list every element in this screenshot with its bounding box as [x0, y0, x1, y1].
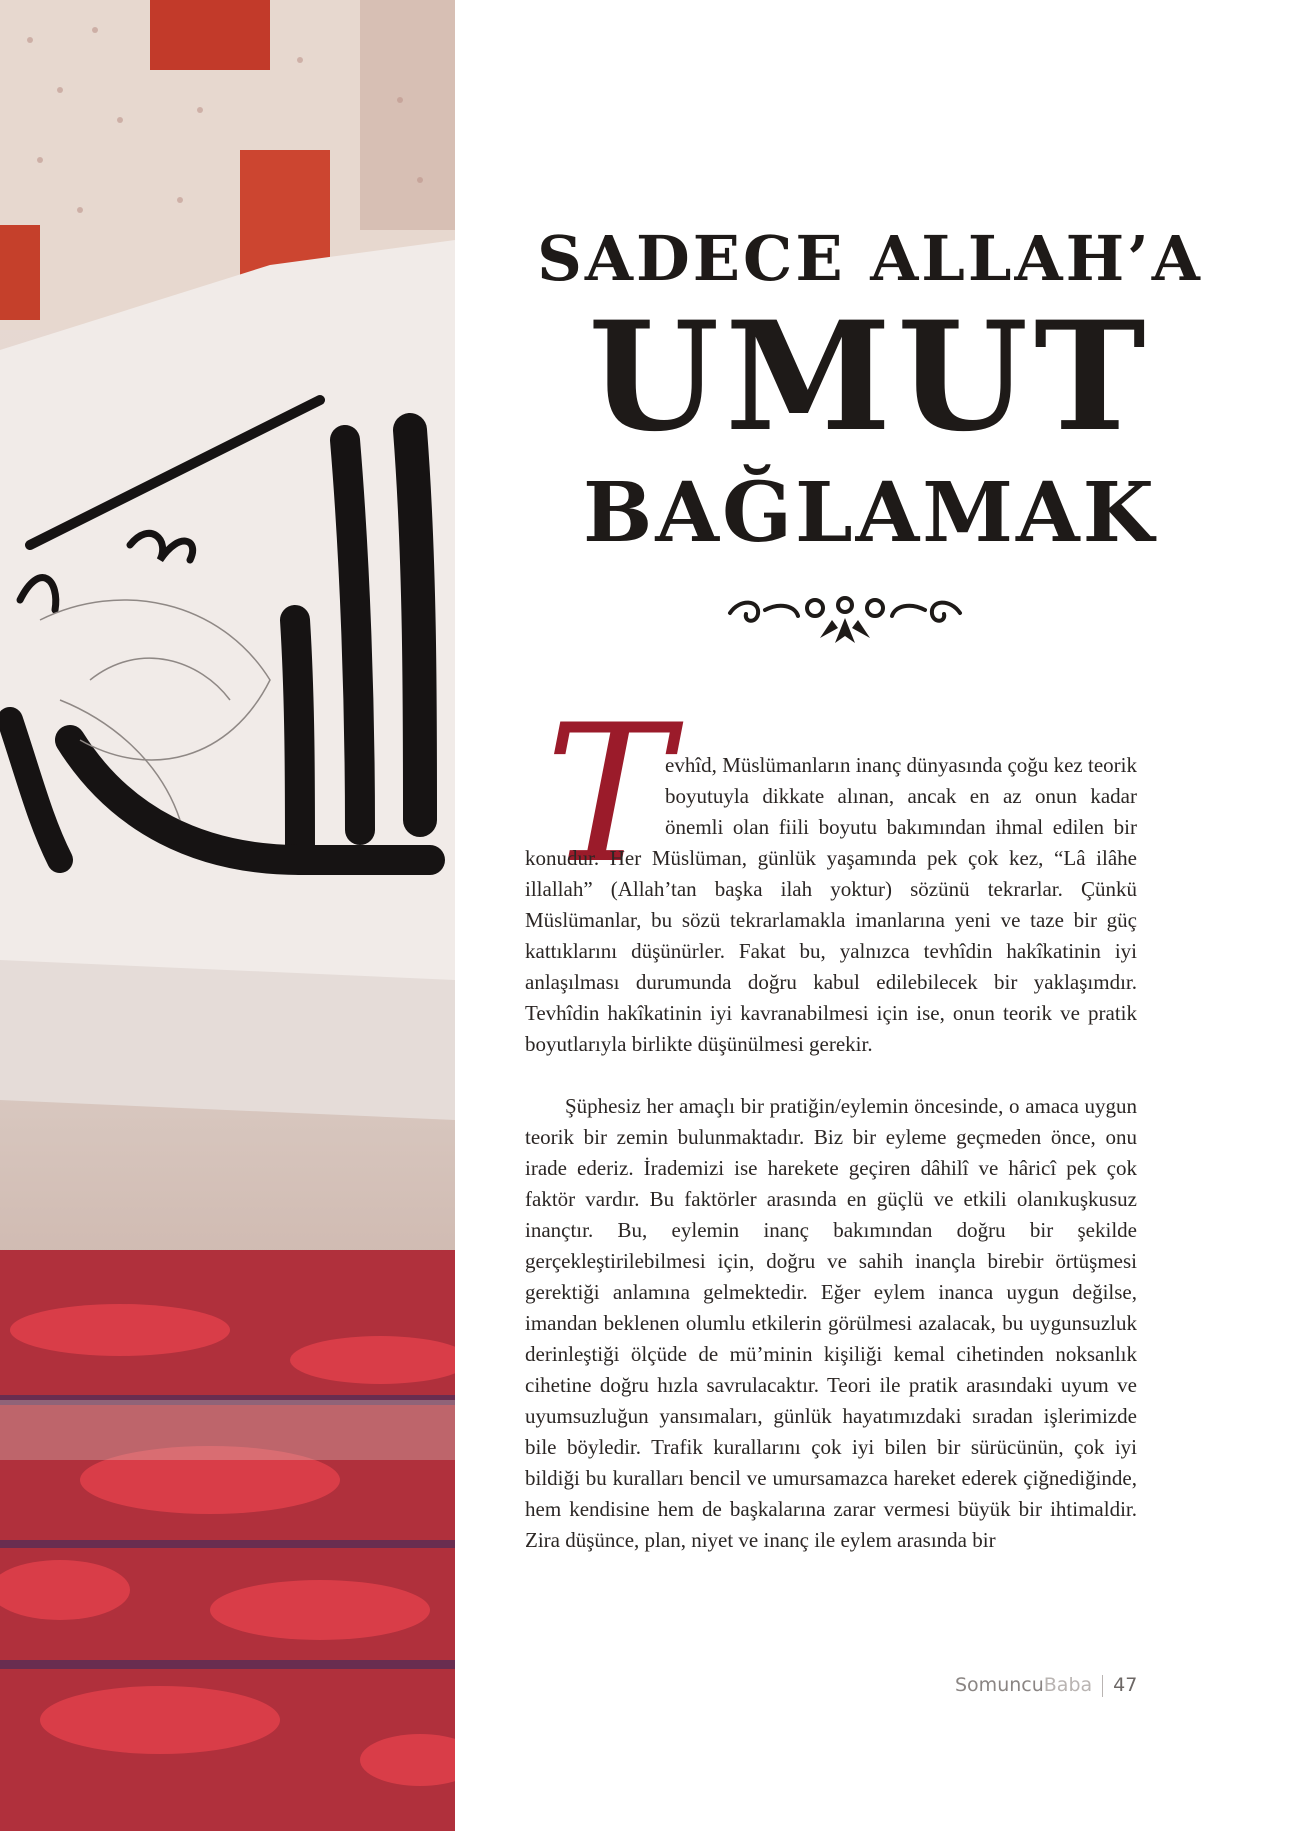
- article-body: [525, 750, 1137, 1556]
- page-footer: [955, 1674, 1137, 1697]
- brand-name-part2: Baba: [1043, 1674, 1093, 1696]
- calligraphy-photo: [0, 0, 455, 1831]
- title-line-3: BAĞLAMAK: [583, 465, 1157, 561]
- drop-cap: T: [545, 684, 672, 905]
- title-line-1: SADECE ALLAH’A: [537, 222, 1203, 295]
- footer-divider: [1102, 1675, 1103, 1697]
- ornament-divider-icon: [720, 588, 970, 648]
- page-number: 47: [1113, 1674, 1138, 1696]
- paragraph-2: Şüphesiz her amaçlı bir pratiğin/eylemin öncesinde, o amaca uygun teorik bir zemin bulunmaktadır. Biz bir eyleme geçmeden önce, onu irade ederiz. İrademizi ise harekete geçiren dâhilî ve hâricî pek çok faktör vardır. Bu faktörler arasında en güçlü ve etkili olanıkuşkusuz inançtır. Bu, eylemin inanç bakımından doğru bir şekilde gerçekleştirilebilmesi için, doğru ve sahih inançla birebir örtüşmesi gerektiği anlamına gelmektedir. Eğer eylem inanca uygun değilse, imandan beklenen olumlu etkilerin görülmesi azalacak, bu uygunsuzluk derinleştiği ölçüde de mü’minin kişiliği kemal cihetinden noksanlık cihetine doğru hızla savrulacaktır. Teori ile pratik arasındaki uyum ve uyumsuzluğun yansımaları, günlük hayatımızdaki sıradan işlerimizde bile böyledir. Trafik kurallarını çok iyi bilen bir sürücünün, çok iyi bildiği bu kuralları bencil ve umursamazca hareket ederek çiğnediğinde, hem kendisine hem de başkalarına zarar vermesi büyük bir ihtimaldir. Zira düşünce, plan, niyet ve inanç ile eylem arasında bir: [525, 1094, 1137, 1552]
- calligraphy-illustration: [0, 0, 455, 1831]
- title-line-2: UMUT: [588, 289, 1152, 465]
- paragraph-1-text: evhîd, Müslümanların inanç dünyasında çoğu kez teorik boyutuyla dikkate alınan, ancak en az onun kadar önemli olan fiili boyutu bakımından ihmal edilen bir konudur. Her Müslüman, günlük yaşamında pek çok kez, “Lâ ilâhe illallah” (Allah’tan başka ilah yoktur) sözünü tekrarlar. Çünkü Müslümanlar, bu sözü tekrarlamakla imanlarına yeni ve taze bir güç kattıklarını düşünürler. Fakat bu, yalnızca tevhîdin hakîkatinin iyi anlaşılması durumunda doğru kabul edilebilecek bir yaklaşımdır. Tevhîdin hakîkatinin iyi kavranabilmesi için ise, onun teorik ve pratik boyutlarıyla birlikte düşünülmesi gerekir.: [525, 753, 1137, 1056]
- brand-name-part1: Somuncu: [955, 1674, 1044, 1696]
- paragraph-1: [525, 750, 1137, 1060]
